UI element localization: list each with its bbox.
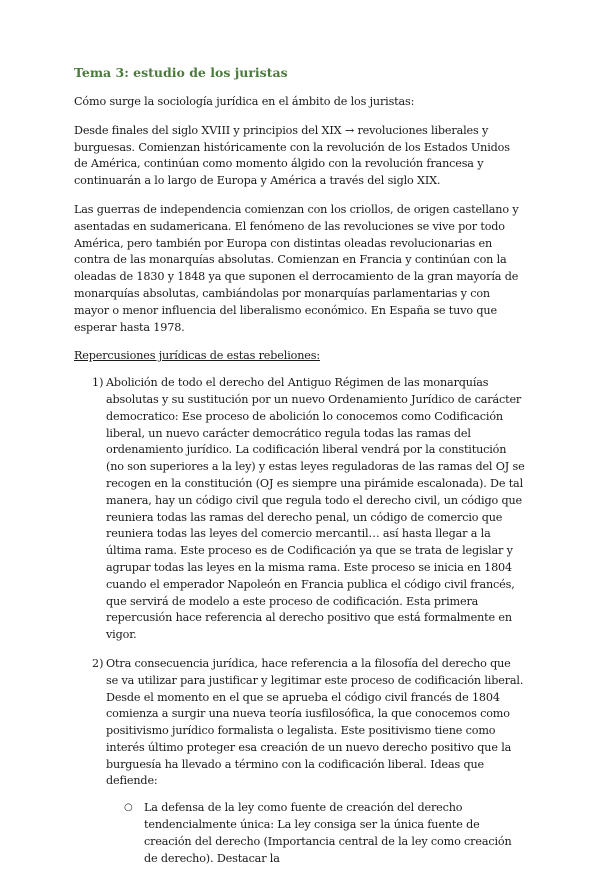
- list-item: [106, 800, 526, 867]
- list-item-text: Otra consecuencia jurídica, hace referencia a la filosofía del derecho que se va utilizar para justificar y legitimar este proceso de codificación liberal. Desde el momento en el que se aprueba el código civil francés de 1804 comienza a surgir una nueva teoría iusfilosófica, la que conocemos como positivismo jurídico formalista o legalista. Este positivismo tiene como interés último proteger esa creación de un nuevo derecho positivo que la burguesía ha llevado a término con la codificación liberal. Ideas que defiende:: [106, 656, 524, 788]
- list-item: [74, 375, 526, 644]
- list-item: [74, 656, 526, 868]
- list-number: 2): [92, 656, 104, 670]
- paragraph-revolutions: Desde finales del siglo XVIII y principios del XIX → revoluciones liberales y burguesas. Comienzan históricamente con la revolución de los Estados Unidos de América, continúan como momento álgido con la revolución francesa y continuarán a lo largo de Europa y América a través del siglo XIX.: [74, 123, 510, 188]
- intro-question: Cómo surge la sociología jurídica en el ámbito de los juristas:: [74, 95, 415, 108]
- list-number: 1): [92, 376, 104, 390]
- page-title: Tema 3: estudio de los juristas: [74, 65, 288, 80]
- list-item-text: La defensa de la ley como fuente de creación del derecho tendencialmente única: La ley consiga ser la única fuente de creación del derecho (Importancia central de la ley como creación de derecho). Destacar la: [144, 801, 512, 865]
- list-item-text: Abolición de todo el derecho del Antiguo Régimen de las monarquías absolutas y su sustitución por un nuevo Ordenamiento Jurídico de carácter democratico: Ese proceso de abolición lo conocemos como Codificación liberal, un nuevo carácter democrático regula todas las ramas del ordenamiento jurídico. La codificación liberal vendrá por la constitución (no son superiores a la ley) y estas leyes reguladoras de las ramas del OJ se recogen en la constitución (OJ es siempre una pirámide escalonada). De tal manera, hay un código civil que regula todo el derecho civil, un código que reuniera todas las ramas del derecho penal, un código de comercio que reuniera todas las leyes del comercio mercantil… así hasta llegar a la última rama. Este proceso es de Codificación ya que se trata de legislar y agrupar todas las leyes en la misma rama. Este proceso se inicia en 1804 cuando el emperador Napoleón en Francia publica el código civil francés, que servirá de modelo a este proceso de codificación. Esta primera repercusión hace referencia al derecho positivo que está formalmente en vigor.: [106, 376, 525, 642]
- section-subheading: Repercusiones jurídicas de estas rebeliones:: [74, 349, 320, 363]
- ideas-list: [106, 800, 526, 867]
- paragraph-independence-wars: Las guerras de independencia comienzan con los criollos, de origen castellano y asentadas en sudamericana. El fenómeno de las revoluciones se vive por todo América, pero también por Europa con distintas oleadas revolucionarias en contra de las monarquías absolutas. Comienzan en Francia y continúan con la oleadas de 1830 y 1848 ya que suponen el derrocamiento de la gran mayoría de monarquías absolutas, cambiándolas por monarquías parlamentarias y con mayor o menor influencia del liberalismo económico. En España se tuvo que esperar hasta 1978.: [74, 202, 519, 334]
- document-page: [74, 64, 526, 879]
- circle-bullet-icon: ○: [124, 802, 133, 814]
- repercussions-list: [74, 375, 526, 867]
